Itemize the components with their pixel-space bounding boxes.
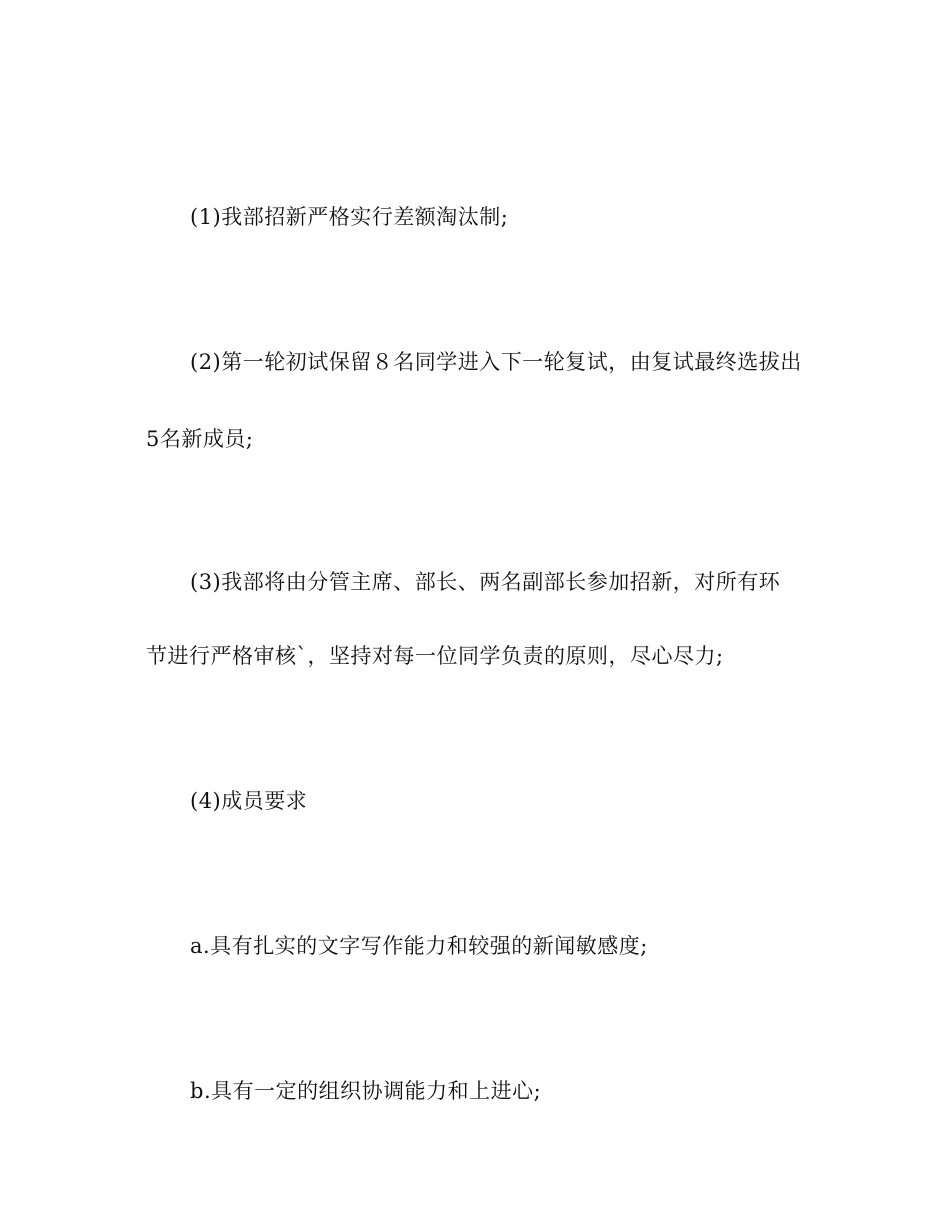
paragraph-3-line-1: (3)我部将由分管主席、部长、两名副部长参加招新，对所有环 [190, 570, 781, 594]
paragraph-2-line-1: (2)第一轮初试保留８名同学进入下一轮复试，由复试最终选拔出 [190, 350, 802, 374]
paragraph-6-line-1: b.具有一定的组织协调能力和上进心; [190, 1079, 542, 1103]
paragraph-5-line-1: a.具有扎实的文字写作能力和较强的新闻敏感度; [190, 934, 648, 958]
paragraph-2-line-2: 5名新成员; [146, 427, 254, 451]
paragraph-1-line-1: (1)我部招新严格实行差额淘汰制; [190, 205, 509, 229]
paragraph-4-line-1: (4)成员要求 [190, 789, 308, 813]
paragraph-3-line-2: 节进行严格审核`，坚持对每一位同学负责的原则，尽心尽力; [146, 644, 724, 668]
